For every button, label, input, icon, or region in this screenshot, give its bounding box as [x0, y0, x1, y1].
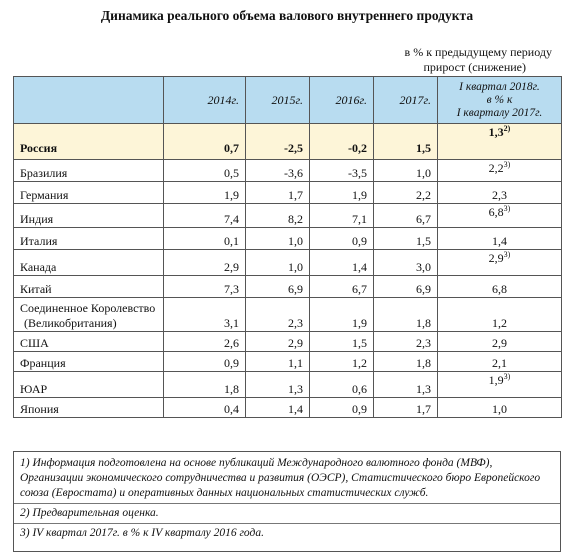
country-cell [14, 204, 164, 228]
country-cell [14, 398, 164, 418]
value-cell: 1,4 [246, 398, 310, 418]
value-cell: 1,1 [246, 352, 310, 372]
value-cell: 2,9 [164, 250, 246, 276]
value-cell: 6,7 [310, 276, 374, 298]
value-cell: 1,3 [246, 372, 310, 398]
value-cell: 1,7 [246, 182, 310, 204]
table-row [14, 398, 562, 418]
table-row [14, 160, 562, 182]
header-country [14, 77, 164, 124]
footnote-ref: 3) [503, 160, 511, 169]
value-cell: 1,9 [310, 298, 374, 332]
country-cell [14, 352, 164, 372]
q1-cell [438, 182, 562, 204]
value-cell: 1,3 [374, 372, 438, 398]
value-cell: 3,0 [374, 250, 438, 276]
country-name: Франция [20, 356, 66, 370]
table-body [14, 124, 562, 418]
footnote: 1) Информация подготовлена на основе публикаций Международного валютного фонда (МВФ), Организации экономического сотрудничества и развития (ОЭСР), Статистического бюро Европейского союза (Евростата) и оперативных данных национальных статистических служб. [20, 457, 541, 499]
q1-value: 2,3 [492, 188, 507, 202]
value-cell: 1,5 [374, 124, 438, 160]
value-cell: 1,8 [374, 352, 438, 372]
q1-cell [438, 332, 562, 352]
value-cell: 3,1 [164, 298, 246, 332]
table-row [14, 124, 562, 160]
value-cell: 7,3 [164, 276, 246, 298]
table-row [14, 182, 562, 204]
q1-value: 1,4 [492, 234, 507, 248]
header-year: 2016г. [310, 77, 374, 124]
value-cell: 1,9 [310, 182, 374, 204]
footnote-ref: 3) [503, 372, 511, 381]
country-name: Бразилия [20, 166, 68, 180]
q1-value: 2,9 [492, 336, 507, 350]
unit-note: в % к предыдущему периоду [404, 45, 552, 59]
table-row [14, 352, 562, 372]
q1-cell [438, 124, 562, 160]
value-cell: 1,5 [374, 228, 438, 250]
q1-cell [438, 372, 562, 398]
gdp-table [13, 76, 562, 418]
value-cell: -3,5 [310, 160, 374, 182]
q1-value: 6,8 [488, 205, 504, 219]
header-q1-line: в % к [486, 93, 513, 106]
q1-cell [438, 352, 562, 372]
country-name: Германия [20, 188, 69, 202]
q1-cell [438, 160, 562, 182]
country-cell [14, 276, 164, 298]
country-name: Канада [20, 260, 57, 274]
table-row [14, 332, 562, 352]
country-name: Россия [20, 141, 58, 155]
value-cell: 2,2 [374, 182, 438, 204]
q1-cell [438, 250, 562, 276]
country-cell [14, 228, 164, 250]
footnote-ref: 3) [503, 250, 511, 259]
table-row [14, 204, 562, 228]
footnotes [13, 451, 561, 552]
value-cell: 1,8 [164, 372, 246, 398]
value-cell: 1,5 [310, 332, 374, 352]
header-year: 2015г. [246, 77, 310, 124]
country-cell [14, 124, 164, 160]
header-year: 2014г. [164, 77, 246, 124]
q1-value: 1,3 [488, 125, 504, 139]
value-cell: 1,0 [374, 160, 438, 182]
country-name: США [20, 336, 49, 350]
table-row [14, 228, 562, 250]
country-name: Соединенное Королевство [20, 301, 156, 315]
value-cell: 6,9 [246, 276, 310, 298]
q1-value: 1,9 [488, 373, 504, 387]
value-cell: 8,2 [246, 204, 310, 228]
q1-value: 6,8 [492, 282, 507, 296]
header-row [14, 77, 562, 124]
country-cell [14, 298, 164, 332]
header-q1 [438, 77, 562, 124]
divider [14, 503, 560, 504]
footnote-ref: 2) [503, 124, 511, 133]
country-name: Индия [20, 212, 54, 226]
header-year: 2017г. [374, 77, 438, 124]
country-cell [14, 332, 164, 352]
value-cell: 0,5 [164, 160, 246, 182]
value-cell: 1,7 [374, 398, 438, 418]
q1-value: 2,9 [488, 251, 504, 265]
q1-cell [438, 228, 562, 250]
value-cell: 2,3 [374, 332, 438, 352]
country-cell [14, 182, 164, 204]
value-cell: 2,9 [246, 332, 310, 352]
value-cell: 1,9 [164, 182, 246, 204]
q1-value: 1,2 [492, 316, 507, 330]
country-cell [14, 250, 164, 276]
page-title: Динамика реального объема валового внутреннего продукта [100, 8, 474, 23]
country-cell [14, 372, 164, 398]
value-cell: 0,6 [310, 372, 374, 398]
value-cell: 0,7 [164, 124, 246, 160]
table-row [14, 250, 562, 276]
country-name: ЮАР [20, 382, 48, 396]
value-cell: 2,3 [246, 298, 310, 332]
value-cell: 1,2 [310, 352, 374, 372]
value-cell: 2,6 [164, 332, 246, 352]
q1-cell [438, 276, 562, 298]
value-cell: 0,9 [164, 352, 246, 372]
value-cell: 7,1 [310, 204, 374, 228]
value-cell: 6,7 [374, 204, 438, 228]
footnote: 3) IV квартал 2017г. в % к IV кварталу 2016 года. [20, 527, 264, 539]
country-name-cont: (Великобритания) [24, 316, 117, 330]
q1-value: 2,2 [488, 161, 504, 175]
value-cell: -0,2 [310, 124, 374, 160]
q1-cell [438, 298, 562, 332]
table-row [14, 298, 562, 332]
q1-value: 1,0 [492, 402, 507, 416]
divider [14, 523, 560, 524]
footnote-ref: 3) [503, 204, 511, 213]
value-cell: 0,9 [310, 398, 374, 418]
value-cell: 0,4 [164, 398, 246, 418]
country-name: Италия [20, 234, 58, 248]
value-cell: 1,0 [246, 228, 310, 250]
footnote: 2) Предварительная оценка. [20, 507, 159, 519]
header-q1-line: I квартал 2018г. [459, 80, 540, 93]
value-cell: 1,4 [310, 250, 374, 276]
value-cell: 7,4 [164, 204, 246, 228]
q1-cell [438, 398, 562, 418]
value-cell: 1,8 [374, 298, 438, 332]
unit-note-secondary: прирост (снижение) [423, 60, 526, 74]
value-cell: 1,0 [246, 250, 310, 276]
value-cell: 6,9 [374, 276, 438, 298]
country-cell [14, 160, 164, 182]
value-cell: 0,9 [310, 228, 374, 250]
value-cell: 0,1 [164, 228, 246, 250]
value-cell: -3,6 [246, 160, 310, 182]
header-q1-line: I кварталу 2017г. [456, 106, 543, 119]
q1-value: 2,1 [492, 356, 507, 370]
table-row [14, 276, 562, 298]
country-name: Китай [20, 282, 52, 296]
value-cell: -2,5 [246, 124, 310, 160]
q1-cell [438, 204, 562, 228]
table-row [14, 372, 562, 398]
country-name: Япония [20, 402, 59, 416]
